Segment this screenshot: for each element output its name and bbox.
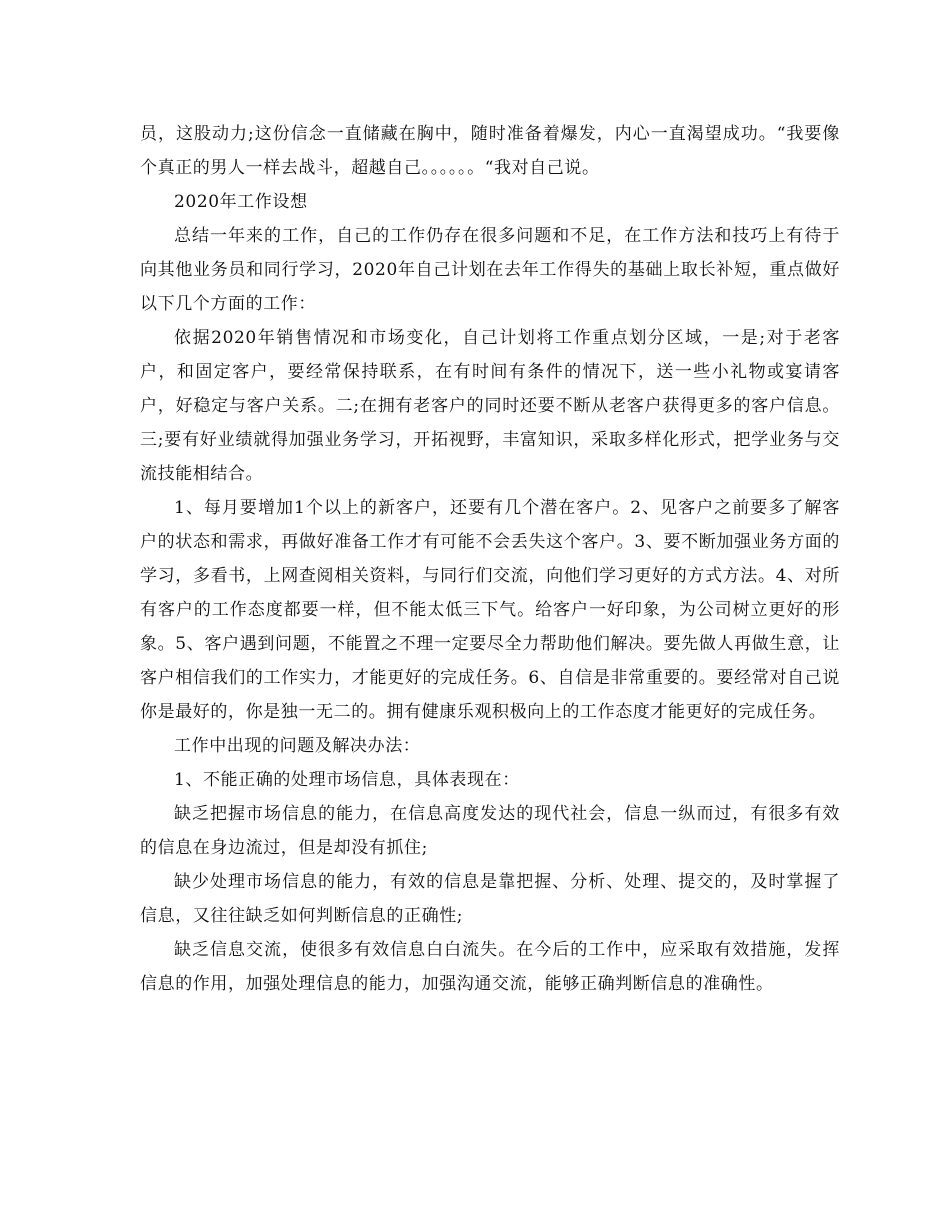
paragraph-continuation: 员，这股动力;这份信念一直储藏在胸中，随时准备着爆发，内心一直渴望成功。“我要像个真正的男人一样去战斗，超越自己。。。。。。“我对自己说。	[140, 124, 840, 178]
paragraph-problem-detail-1: 缺乏把握市场信息的能力，在信息高度发达的现代社会，信息一纵而过，有很多有效的信息在身边流过，但是却没有抓住;	[140, 804, 840, 858]
paragraph-problem-detail-2: 缺少处理市场信息的能力，有效的信息是靠把握、分析、处理、提交的，及时掌握了信息，又往往缺乏如何判断信息的正确性;	[140, 872, 840, 926]
section-heading-2020-plan: 2020年工作设想	[174, 192, 308, 212]
paragraph-numbered-goals: 1、每月要增加1个以上的新客户，还要有几个潜在客户。2、见客户之前要多了解客户的状态和需求，再做好准备工作才有可能不会丢失这个客户。3、要不断加强业务方面的学习，多看书，上网查阅相关资料，与同行们交流，向他们学习更好的方式方法。4、对所有客户的工作态度都要一样，但不能太低三下气。给客户一好印象，为公司树立更好的形象。5、客户遇到问题，不能置之不理一定要尽全力帮助他们解决。要先做人再做生意，让客户相信我们的工作实力，才能更好的完成任务。6、自信是非常重要的。要经常对自己说你是最好的，你是独一无二的。拥有健康乐观积极向上的工作态度才能更好的完成任务。	[140, 498, 840, 722]
section-heading-problems: 工作中出现的问题及解决办法：	[174, 736, 421, 756]
paragraph-problem-1: 1、不能正确的处理市场信息，具体表现在：	[174, 770, 520, 790]
paragraph-regional-plan: 依据2020年销售情况和市场变化，自己计划将工作重点划分区域，一是;对于老客户，和固定客户，要经常保持联系，在有时间有条件的情况下，送一些小礼物或宴请客户，好稳定与客户关系。二;在拥有老客户的同时还要不断从老客户获得更多的客户信息。三;要有好业绩就得加强业务学习，开拓视野，丰富知识，采取多样化形式，把学业务与交流技能相结合。	[140, 328, 840, 484]
document-body	[140, 117, 840, 1001]
paragraph-problem-detail-3: 缺乏信息交流，使很多有效信息白白流失。在今后的工作中，应采取有效措施，发挥信息的作用，加强处理信息的能力，加强沟通交流，能够正确判断信息的准确性。	[140, 940, 840, 994]
paragraph-summary: 总结一年来的工作，自己的工作仍存在很多问题和不足，在工作方法和技巧上有待于向其他业务员和同行学习，2020年自己计划在去年工作得失的基础上取长补短，重点做好以下几个方面的工作：	[140, 226, 840, 314]
